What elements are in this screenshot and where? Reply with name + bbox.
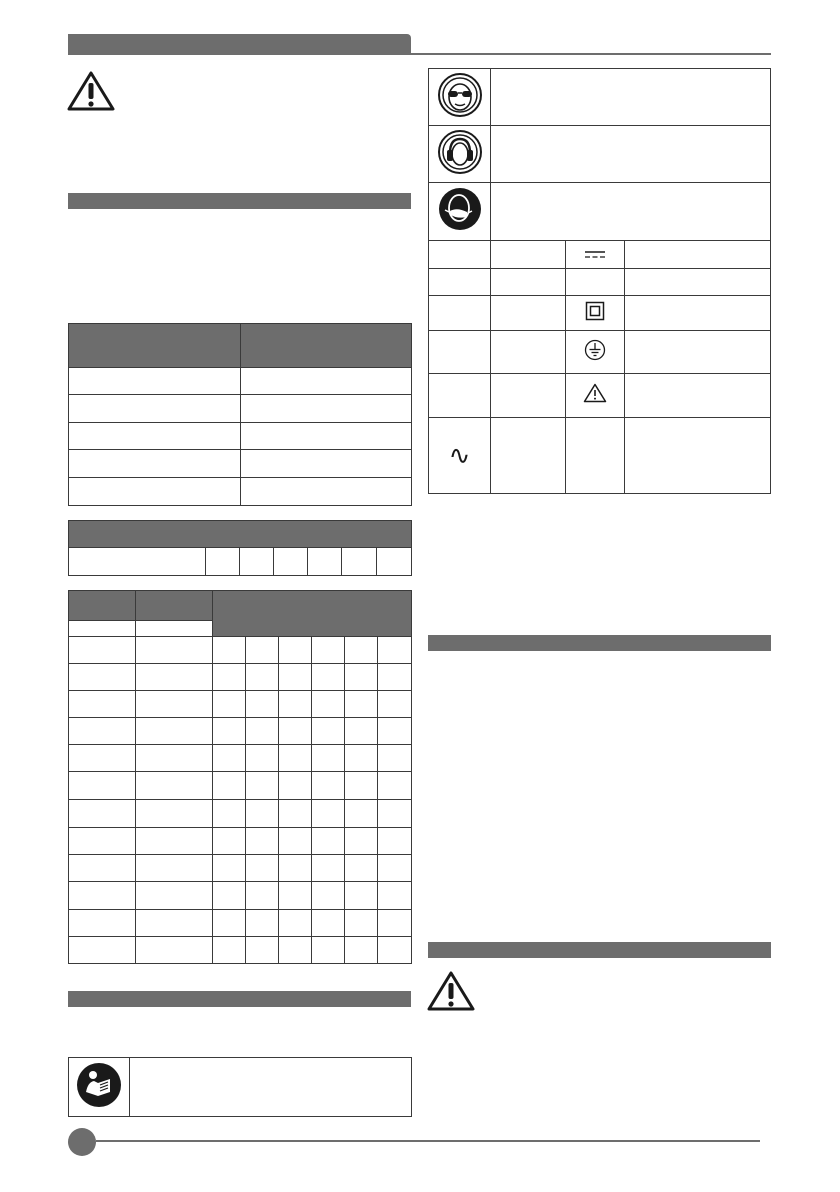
table-row bbox=[69, 691, 412, 718]
table-row bbox=[69, 910, 412, 937]
warning-triangle-icon bbox=[426, 970, 476, 1012]
section-bar-3 bbox=[428, 635, 771, 651]
spec-table-1-header bbox=[69, 324, 241, 368]
dust-mask-icon bbox=[437, 186, 483, 232]
symbol-table bbox=[428, 68, 771, 494]
warning-triangle-icon bbox=[66, 70, 116, 112]
table-row bbox=[69, 772, 412, 800]
table-row bbox=[69, 718, 412, 745]
table-row bbox=[69, 882, 412, 910]
table-cell bbox=[69, 423, 241, 450]
manual-box bbox=[68, 1057, 412, 1117]
table-row bbox=[69, 664, 412, 691]
table-row bbox=[69, 800, 412, 828]
footer-rule bbox=[96, 1140, 760, 1142]
table-cell bbox=[69, 395, 241, 423]
header-section-tab bbox=[68, 34, 411, 54]
section-bar-2 bbox=[68, 991, 411, 1007]
ear-protection-icon bbox=[437, 129, 483, 175]
page-number-badge bbox=[68, 1128, 96, 1156]
table-cell bbox=[69, 450, 241, 478]
spec-table-3-header bbox=[69, 591, 136, 621]
table-cell bbox=[69, 478, 241, 506]
table-row bbox=[69, 937, 412, 964]
table-row bbox=[69, 637, 412, 664]
eye-protection-icon bbox=[437, 72, 483, 118]
table-row bbox=[69, 828, 412, 855]
section-bar-1 bbox=[68, 193, 411, 209]
table-row bbox=[69, 745, 412, 772]
class-ii-icon bbox=[585, 301, 605, 321]
earth-ground-icon bbox=[584, 339, 606, 361]
ac-current-icon: ∿ bbox=[448, 440, 471, 471]
section-bar-4 bbox=[428, 942, 771, 958]
table-cell bbox=[69, 368, 241, 395]
spec-table-3 bbox=[68, 590, 412, 964]
spec-table-2-header bbox=[69, 521, 412, 548]
read-manual-icon bbox=[76, 1062, 122, 1108]
spec-table-1 bbox=[68, 323, 412, 506]
spec-table-2 bbox=[68, 520, 412, 576]
warning-triangle-small-icon bbox=[583, 383, 607, 403]
header-rule bbox=[68, 53, 771, 55]
table-row bbox=[69, 855, 412, 882]
dc-current-icon bbox=[584, 249, 606, 259]
